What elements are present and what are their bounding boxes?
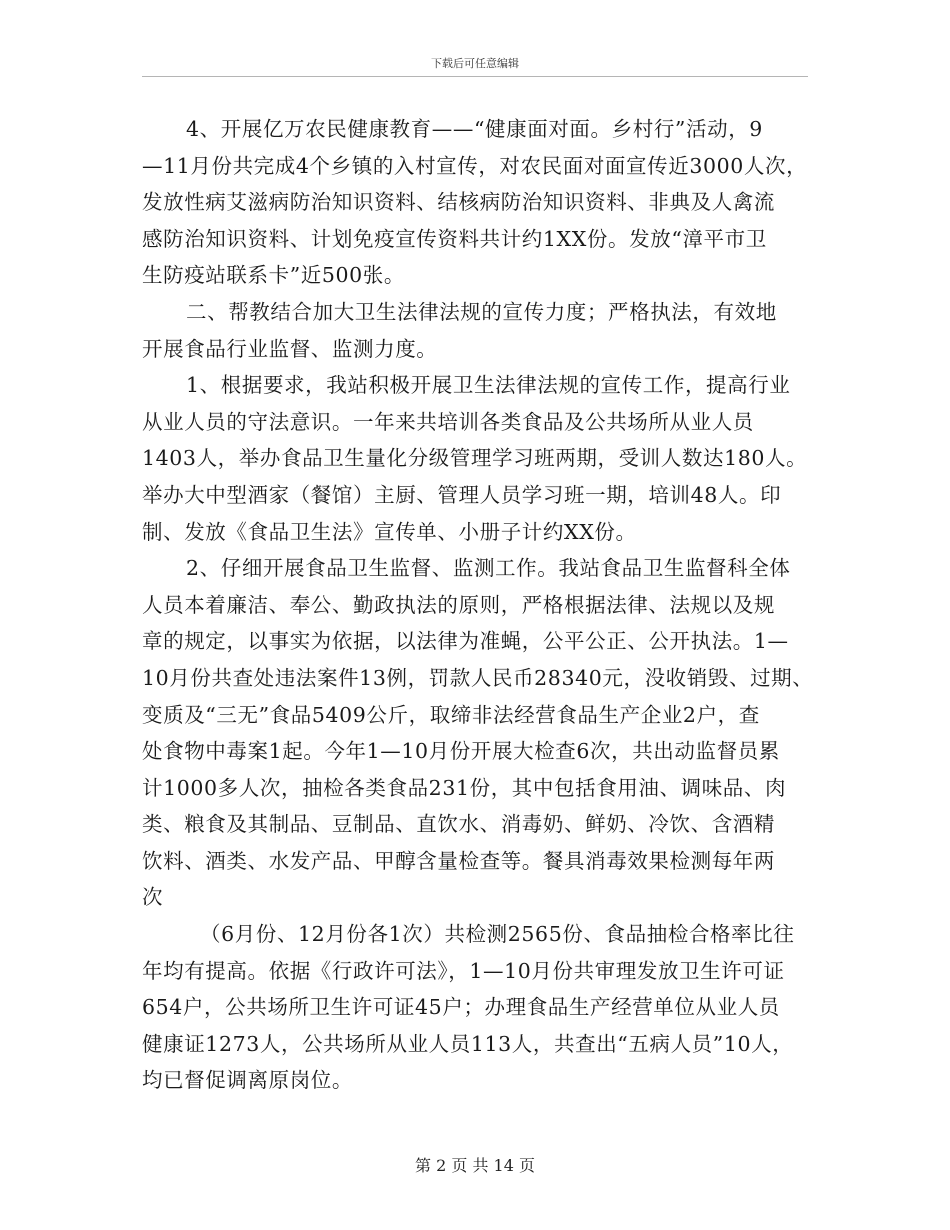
text-line: 10月份共查处违法案件13例，罚款人民币28340元，没收销毁、过期、: [142, 665, 814, 690]
text-line: 二、帮教结合加大卫生法律法规的宣传力度；严格执法，有效地: [186, 299, 777, 324]
text-line: 4、开展亿万农民健康教育——“健康面对面。乡村行”活动，9: [186, 117, 763, 141]
text-line: 年均有提高。依据《行政许可法》，1—10月份共审理发放卫生许可证: [142, 958, 785, 983]
paragraph-inspection-results: [142, 916, 810, 1099]
text-line: 开展食品行业监督、监测力度。: [142, 336, 438, 361]
text-line: 次: [142, 885, 164, 910]
header-divider: [142, 76, 808, 77]
text-line: 均已督促调离原岗位。: [142, 1068, 353, 1093]
text-line: 计1000多人次，抽检各类食品231份，其中包括食用油、调味品、肉: [142, 775, 787, 800]
text-line: 章的规定，以事实为依据，以法律为准蝇，公平公正、公开执法。1—: [142, 629, 789, 654]
text-line: 人员本着廉洁、奉公、勤政执法的原则，严格根据法律、法规以及规: [142, 592, 775, 617]
paragraph-law-publicity: [142, 367, 810, 550]
text-line: 生防疫站联系卡”近500张。: [142, 263, 406, 288]
text-line: 654户，公共场所卫生许可证45户；办理食品生产经营单位从业人员: [142, 995, 780, 1020]
text-line: 1、根据要求，我站积极开展卫生法律法规的宣传工作，提高行业: [186, 373, 791, 398]
text-line: 健康证1273人，公共场所从业人员113人，共查出“五病人员”10人，: [142, 1031, 794, 1056]
text-line: —11月份共完成4个乡镇的入村宣传，对农民面对面宣传近3000人次，: [142, 153, 808, 178]
document-body: [142, 111, 814, 1099]
text-line: 从业人员的守法意识。一年来共培训各类食品及公共场所从业人员: [142, 409, 754, 434]
text-line: 1403人，举办食品卫生量化分级管理学习班两期，受训人数达180人。: [142, 446, 808, 471]
text-line: 发放性病艾滋病防治知识资料、结核病防治知识资料、非典及人禽流: [142, 190, 775, 215]
text-line: 举办大中型酒家（餐馆）主厨、管理人员学习班一期，培训48人。印: [142, 482, 782, 507]
text-line: （6月份、12月份各1次）共检测2565份、食品抽检合格率比往: [200, 922, 795, 947]
text-line: 饮料、酒类、水发产品、甲醇含量检查等。餐具消毒效果检测每年两: [142, 848, 775, 873]
text-line: 制、发放《食品卫生法》宣传单、小册子计约XX份。: [142, 519, 637, 544]
page-number-footer: 第 2 页 共 14 页: [415, 1156, 535, 1175]
paragraph-food-supervision: [142, 550, 814, 916]
text-line: 2、仔细开展食品卫生监督、监测工作。我站食品卫生监督科全体: [186, 556, 791, 581]
text-line: 变质及“三无”食品5409公斤，取缔非法经营食品生产企业2户，查: [142, 702, 760, 727]
text-line: 感防治知识资料、计划免疫宣传资料共计约1XX份。发放“漳平市卫: [142, 226, 767, 251]
page-header: 下载后可任意编辑: [431, 57, 519, 70]
paragraph-section-two: [142, 294, 810, 367]
text-line: 类、粮食及其制品、豆制品、直饮水、消毒奶、鲜奶、冷饮、含酒精: [142, 812, 775, 837]
paragraph-health-education: [142, 111, 810, 294]
text-line: 处食物中毒案1起。今年1—10月份开展大检查6次，共出动监督员累: [142, 739, 780, 764]
